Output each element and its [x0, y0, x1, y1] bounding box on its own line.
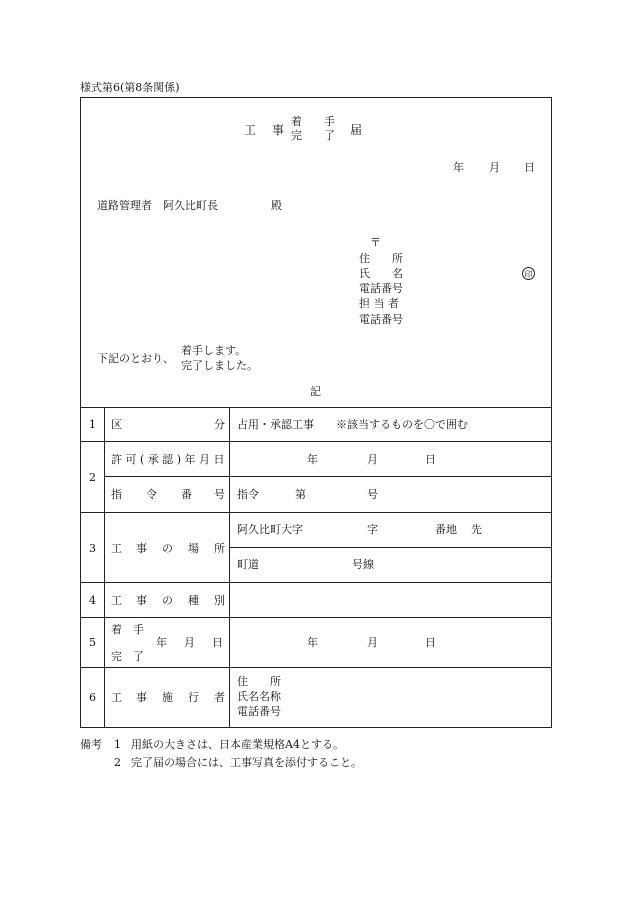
applicant-address-label: 住 所 [359, 252, 403, 265]
row-1-value: 占用・承認工事 ※該当するものを〇で囲む [237, 418, 468, 431]
date-month: 月 [489, 161, 500, 174]
row-4-label-3: の [162, 594, 173, 607]
row-3-addr-town: 阿久比町大字 [237, 523, 303, 536]
row-2-number: 2 [89, 471, 96, 484]
row-2-number-suffix: 号 [367, 488, 378, 501]
postal-mark: 〒 [370, 236, 381, 249]
note-1-number: 1 [114, 738, 121, 751]
addressee-honorific: 殿 [271, 199, 282, 212]
row-4-label-4: 種 [188, 594, 199, 607]
row-4-label-1: 工 [111, 594, 122, 607]
row-6-label-5: 者 [214, 691, 225, 704]
row-2-number-label-4: 号 [214, 488, 225, 501]
row-6-label-1: 工 [111, 691, 122, 704]
title-option-complete: 完 了 [291, 129, 335, 142]
row-6-phone-label: 電話番号 [237, 705, 281, 718]
title-option-start: 着 手 [291, 115, 335, 128]
row-3-addr-saki: 先 [471, 523, 482, 536]
row-4-label-5: 別 [214, 594, 225, 607]
ki-mark: 記 [310, 385, 321, 398]
row-3-road-prefix: 町道 [237, 558, 259, 571]
row-2-permit-month: 月 [367, 453, 378, 466]
row-6-name-label: 氏名名称 [237, 690, 281, 703]
row-3-label-1: 工 [111, 542, 122, 555]
row-5-day: 日 [425, 636, 436, 649]
statement-option-complete: 完了しました。 [181, 359, 258, 372]
row-4-label-2: 事 [136, 594, 147, 607]
applicant-phone-label: 電話番号 [359, 282, 403, 295]
row-5-month: 月 [367, 636, 378, 649]
row-1-label-b: 分 [214, 418, 225, 431]
seal-mark: 印 [522, 267, 535, 280]
row-2-number-label-1: 指 [111, 488, 122, 501]
row-2-number-mid: 第 [295, 488, 306, 501]
row-3-addr-banchi: 番地 [435, 523, 457, 536]
row-5-option-complete: 完 了 [111, 650, 144, 663]
date-year: 年 [453, 161, 464, 174]
row-6-label-3: 施 [162, 691, 173, 704]
row-6-label-4: 行 [188, 691, 199, 704]
row-4-number: 4 [89, 594, 96, 607]
statement-option-start: 着手します。 [181, 344, 247, 357]
row-5-option-start: 着 手 [111, 623, 144, 636]
form-id: 様式第6(第8条関係) [80, 81, 180, 94]
row-3-road-suffix: 号線 [352, 558, 374, 571]
title-prefix: 工 事 [244, 123, 287, 137]
applicant-name-label: 氏 名 [359, 267, 403, 280]
row-5-number: 5 [89, 636, 96, 649]
row-3-label-3: の [162, 542, 173, 555]
row-2-number-prefix: 指令 [237, 488, 259, 501]
row-3-label-4: 場 [188, 542, 199, 555]
row-5-year: 年 [307, 636, 318, 649]
note-2-text: 完了届の場合には、工事写真を添付すること。 [131, 756, 362, 769]
row-1-label-a: 区 [111, 418, 122, 431]
addressee-label: 道路管理者 阿久比町長 [97, 199, 218, 212]
notes-label: 備考 [80, 738, 102, 751]
row-6-label-2: 事 [136, 691, 147, 704]
row-3-label-2: 事 [136, 542, 147, 555]
row-6-number: 6 [89, 691, 96, 704]
note-1-text: 用紙の大きさは、日本産業規格A4とする。 [131, 738, 344, 751]
statement-lead: 下記のとおり、 [97, 352, 174, 365]
row-6-address-label: 住 所 [237, 675, 281, 688]
applicant-person-label: 担 当 者 [359, 297, 399, 310]
row-1-number: 1 [89, 418, 96, 431]
row-2-permit-year: 年 [307, 453, 318, 466]
row-5-date-label: 年 月 日 [156, 636, 226, 649]
row-3-number: 3 [89, 542, 96, 555]
note-2-number: 2 [114, 756, 121, 769]
row-3-addr-aza: 字 [367, 523, 378, 536]
row-2-permit-label: 許 可 ( 承 認 ) 年 月 日 [111, 453, 225, 466]
row-3-label-5: 所 [214, 542, 225, 555]
applicant-contact-phone-label: 電話番号 [359, 313, 403, 326]
row-2-number-label-2: 令 [146, 488, 157, 501]
row-2-number-label-3: 番 [181, 488, 192, 501]
date-day: 日 [524, 161, 535, 174]
title-suffix: 届 [350, 123, 363, 137]
row-2-permit-day: 日 [425, 453, 436, 466]
